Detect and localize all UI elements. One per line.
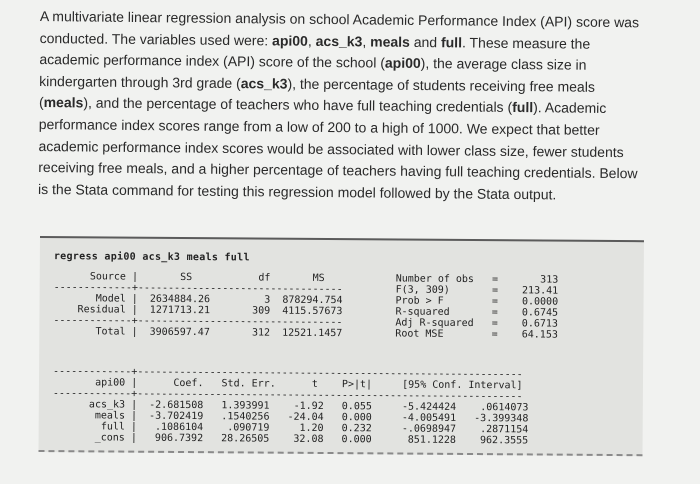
fit-rmse: Root MSE = 64.153 [395, 328, 558, 341]
anova-residual-row: Residual | 1271713.21 309 4115.57673 [53, 304, 343, 318]
fit-nobs: Number of obs = 313 [395, 273, 559, 286]
var-full-2: full [512, 99, 534, 116]
var-acs-k3: acs_k3 [315, 32, 363, 49]
var-meals: meals [370, 33, 410, 50]
coef-row-meals: meals | -3.702419 .1540256 -24.04 0.000 -4.005491 -3.399348 [52, 410, 529, 425]
description-paragraph [38, 6, 640, 207]
paragraph-text-6: ). Academic performance index scores range from a low of 200 to a high of 1000. We expect that better academic performance index scores would be associated with lower class size, fewer students receiving free meals, and a higher percentage of teachers having full teaching credentials. Below is the Stata command for testing this regression model followed by the Stata output. [38, 99, 638, 203]
anova-model-row: Model | 2634884.26 3 878294.754 [53, 293, 343, 307]
anova-total-row: Total | 3906597.47 312 12521.1457 [53, 326, 343, 340]
fit-r2: R-squared = 0.6745 [395, 306, 559, 319]
sep-1: , [307, 32, 316, 49]
var-full: full [440, 33, 463, 51]
sep-3: and [409, 33, 442, 50]
coef-header: api00 | Coef. Std. Err. t P>|t| [95% Conf. Interval] [52, 377, 523, 392]
coef-row-full: full | .1086104 .090719 1.20 0.232 -.0698947 .2871154 [52, 421, 529, 436]
paragraph-text-5: ), and the percentage of teachers who have full teaching credentials ( [83, 94, 513, 116]
coef-row-acs-k3: acs_k3 | -2.681508 1.393991 -1.92 0.055 -5.424424 .0614073 [52, 399, 529, 414]
paragraph-text-1: A multivariate linear regression analysis on school Academic Performance Index (API) score was conducted. The variables used were: [39, 7, 640, 49]
sep-2: , [362, 32, 371, 50]
anova-table [53, 271, 342, 339]
paragraph-text-3: ), the average class size in kindergarten through 3rd grade ( [39, 55, 587, 91]
coef-rule-top: -------------+---------------------------------------------------------------- [53, 366, 523, 381]
fit-adjr2: Adj R-squared = 0.6713 [395, 317, 558, 330]
paragraph-text-2: . These measure the academic performance index (API) score of the school ( [39, 34, 591, 71]
var-api00: api00 [272, 32, 308, 49]
var-acs-k3-2: acs_k3 [240, 74, 288, 92]
anova-header: Source | SS df MS [53, 271, 325, 284]
coefficient-table [53, 366, 529, 446]
var-meals-2: meals [43, 94, 84, 111]
stata-output-box [38, 236, 643, 456]
fit-probf: Prob > F = 0.0000 [395, 295, 559, 308]
anova-rule-2: -------------+---------------------------------- [53, 315, 343, 329]
var-api00-2: api00 [384, 54, 421, 72]
coef-rule: -------------+---------------------------------------------------------------- [52, 388, 523, 403]
fit-fstat: F(3, 309) = 213.41 [395, 284, 559, 297]
paragraph-text-4: ), the percentage of students receiving free meals ( [38, 75, 595, 111]
stata-command: regress api00 acs_k3 meals full [53, 251, 250, 264]
anova-rule: -------------+---------------------------------- [53, 282, 343, 296]
fit-statistics [395, 273, 558, 340]
coef-row-cons: _cons | 906.7392 28.26505 32.08 0.000 851.1228 962.3555 [52, 432, 529, 447]
